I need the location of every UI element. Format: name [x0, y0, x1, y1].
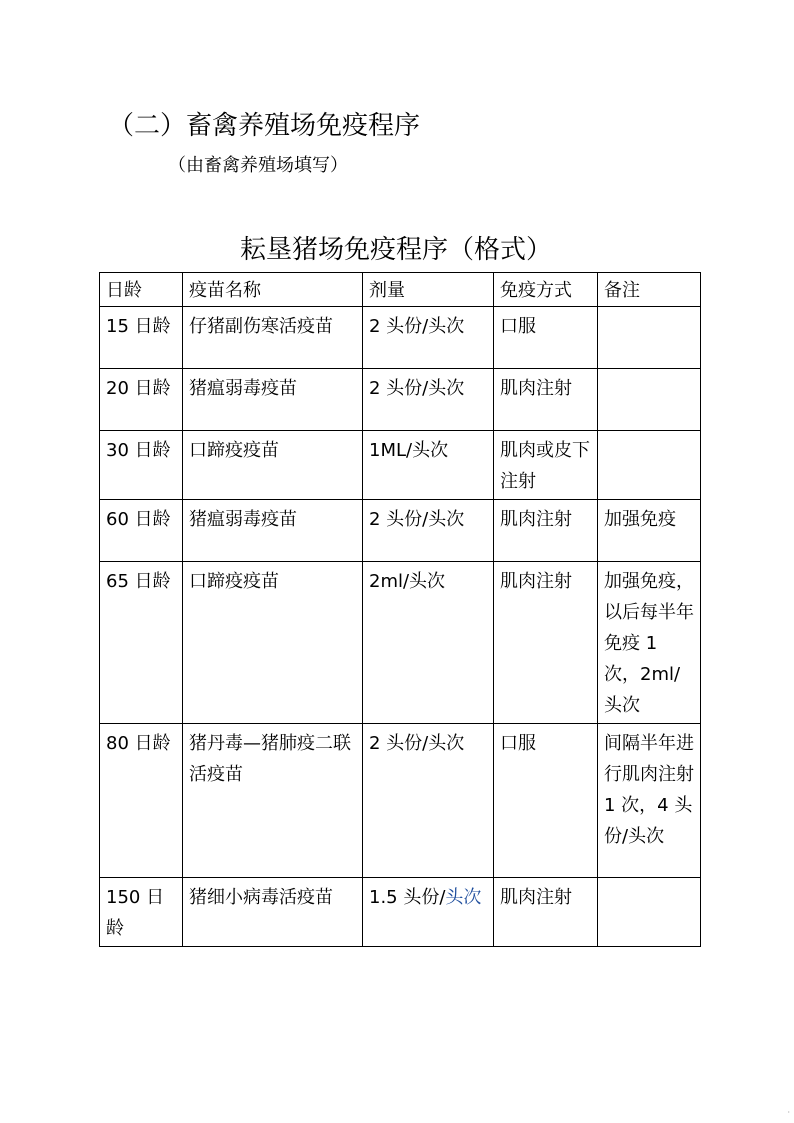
cell-note: 加强免疫，以后每半年免疫 1 次，2ml/头次: [598, 562, 701, 724]
table-row: [100, 878, 701, 947]
cell-vaccine: 仔猪副伤寒活疫苗: [183, 307, 363, 369]
cell-method: 口服: [494, 724, 598, 878]
cell-note: [598, 431, 701, 500]
cell-method: 口服: [494, 307, 598, 369]
page-heading: （二）畜禽养殖场免疫程序: [108, 111, 421, 141]
cell-age: 30 日龄: [100, 431, 183, 500]
cell-note: [598, 369, 701, 431]
table-row: [100, 500, 701, 562]
cell-vaccine: 口蹄疫疫苗: [183, 562, 363, 724]
cell-note: [598, 878, 701, 947]
table-title: 耘垦猪场免疫程序（格式）: [240, 235, 553, 265]
corner-dot: ·: [787, 1108, 790, 1117]
cell-age: 150 日龄: [100, 878, 183, 947]
cell-dose: 2 头份/头次: [363, 724, 494, 878]
cell-dose: [363, 878, 494, 947]
immunization-table: [99, 272, 701, 947]
cell-note: 加强免疫: [598, 500, 701, 562]
cell-method: 肌肉注射: [494, 878, 598, 947]
header-age: 日龄: [100, 273, 183, 307]
table-row: [100, 307, 701, 369]
cell-method: 肌肉注射: [494, 562, 598, 724]
cell-method: 肌肉注射: [494, 369, 598, 431]
cell-method: 肌肉注射: [494, 500, 598, 562]
dose-main-text: 1.5 头份/: [369, 887, 446, 908]
header-vaccine: 疫苗名称: [183, 273, 363, 307]
cell-age: 65 日龄: [100, 562, 183, 724]
cell-dose: 2ml/头次: [363, 562, 494, 724]
cell-method: 肌肉或皮下注射: [494, 431, 598, 500]
dose-tail-text: 头次: [445, 887, 482, 908]
cell-dose: 2 头份/头次: [363, 500, 494, 562]
cell-vaccine: 猪细小病毒活疫苗: [183, 878, 363, 947]
cell-age: 20 日龄: [100, 369, 183, 431]
cell-dose: 2 头份/头次: [363, 369, 494, 431]
header-dose: 剂量: [363, 273, 494, 307]
table-row: [100, 369, 701, 431]
cell-dose: 1ML/头次: [363, 431, 494, 500]
cell-note: [598, 307, 701, 369]
cell-age: 60 日龄: [100, 500, 183, 562]
cell-vaccine: 口蹄疫疫苗: [183, 431, 363, 500]
table-row: [100, 562, 701, 724]
header-note: 备注: [598, 273, 701, 307]
cell-age: 15 日龄: [100, 307, 183, 369]
cell-note: 间隔半年进行肌肉注射 1 次，4 头份/头次: [598, 724, 701, 878]
page-subheading: （由畜禽养殖场填写）: [168, 155, 348, 176]
table-header-row: [100, 273, 701, 307]
cell-age: 80 日龄: [100, 724, 183, 878]
cell-dose: 2 头份/头次: [363, 307, 494, 369]
cell-vaccine: 猪瘟弱毒疫苗: [183, 500, 363, 562]
table-row: [100, 724, 701, 878]
cell-vaccine: 猪丹毒—猪肺疫二联活疫苗: [183, 724, 363, 878]
header-method: 免疫方式: [494, 273, 598, 307]
cell-vaccine: 猪瘟弱毒疫苗: [183, 369, 363, 431]
table-row: [100, 431, 701, 500]
